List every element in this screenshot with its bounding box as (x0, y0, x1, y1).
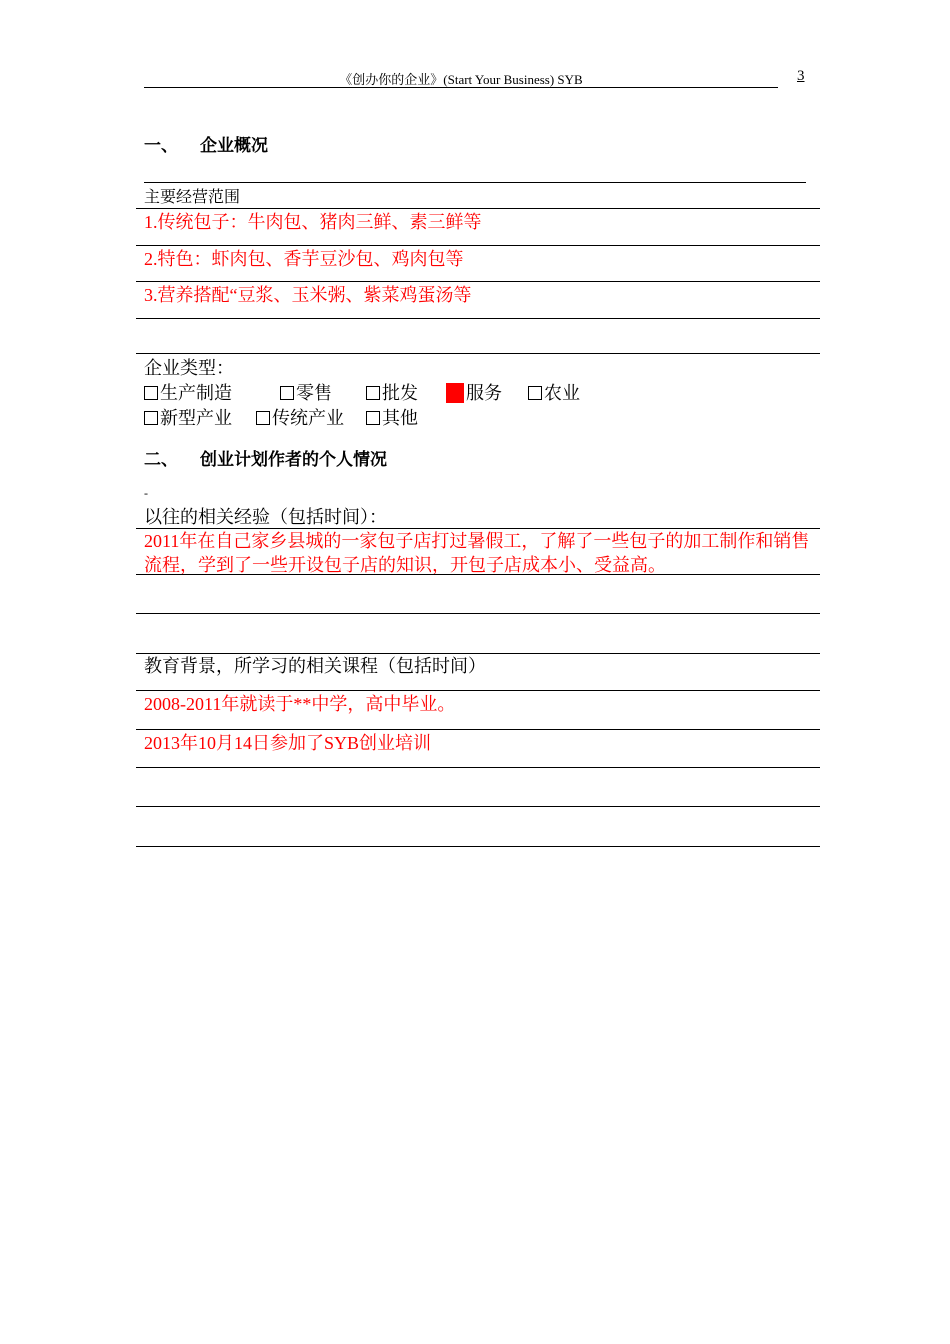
section-2-title: 创业计划作者的个人情况 (200, 450, 387, 470)
scope-label: 主要经营范围 (144, 189, 241, 206)
divider (136, 353, 820, 354)
page-number: 3 (797, 68, 805, 84)
type-option-manufacturing[interactable]: 生产制造 (144, 381, 232, 405)
enterprise-type-label: 企业类型： (144, 358, 234, 378)
divider (136, 613, 820, 614)
section-2-number: 二、 (144, 450, 178, 470)
type-option-retail[interactable]: 零售 (280, 381, 332, 405)
checked-checkbox-icon (446, 383, 464, 403)
divider (136, 245, 820, 246)
divider (136, 806, 820, 807)
type-option-agriculture[interactable]: 农业 (528, 381, 580, 405)
checkbox-icon (528, 386, 542, 400)
checkbox-icon (366, 386, 380, 400)
experience-label: 以往的相关经验（包括时间）： (144, 507, 387, 527)
scope-item-1[interactable]: 1.传统包子：牛肉包、猪肉三鲜、素三鲜等 (144, 212, 482, 232)
divider (136, 574, 820, 575)
section-2-heading (144, 445, 387, 470)
divider (136, 767, 820, 768)
divider (136, 729, 820, 730)
section-1-title: 企业概况 (200, 136, 268, 156)
education-label: 教育背景，所学习的相关课程（包括时间） (144, 656, 486, 676)
divider (144, 182, 806, 183)
header-rule (144, 87, 778, 88)
page-header-title: 《创办你的企业》(Start Your Business) SYB (339, 72, 583, 87)
divider (136, 281, 820, 282)
type-option-other[interactable]: 其他 (366, 406, 418, 430)
education-item-1[interactable]: 2008-2011年就读于**中学，高中毕业。 (144, 694, 456, 714)
section-1-heading (144, 131, 268, 156)
experience-text[interactable]: 2011年在自己家乡县城的一家包子店打过暑假工，了解了一些包子的加工制作和销售流程，学到了一些开设包子店的知识，开包子店成本小、受益高。 (144, 531, 810, 575)
divider (136, 318, 820, 319)
stray-dash: - (144, 486, 148, 500)
checkbox-icon (280, 386, 294, 400)
divider (136, 846, 820, 847)
type-option-wholesale[interactable]: 批发 (366, 381, 418, 405)
divider (136, 690, 820, 691)
type-option-traditional[interactable]: 传统产业 (256, 406, 344, 430)
section-1-number: 一、 (144, 136, 178, 156)
scope-item-3[interactable]: 3.营养搭配“豆浆、玉米粥、紫菜鸡蛋汤等 (144, 285, 472, 305)
checkbox-icon (366, 411, 380, 425)
type-option-service[interactable]: 服务 (446, 381, 502, 405)
divider (136, 208, 820, 209)
checkbox-icon (144, 386, 158, 400)
checkbox-icon (256, 411, 270, 425)
education-item-2[interactable]: 2013年10月14日参加了SYB创业培训 (144, 733, 432, 753)
type-option-emerging[interactable]: 新型产业 (144, 406, 232, 430)
checkbox-icon (144, 411, 158, 425)
scope-item-2[interactable]: 2.特色：虾肉包、香芋豆沙包、鸡肉包等 (144, 249, 464, 269)
